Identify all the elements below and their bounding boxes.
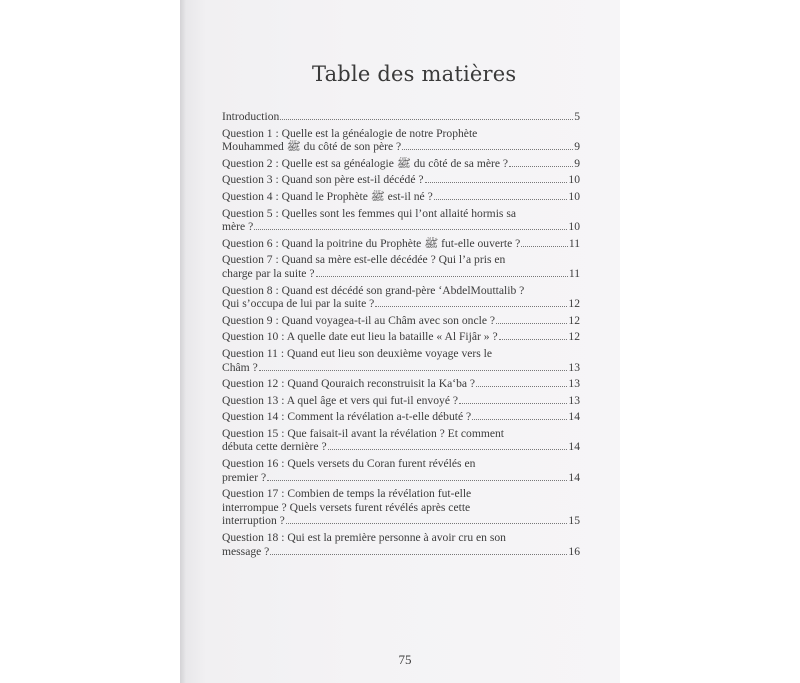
toc-page-number: 11 [568, 266, 580, 280]
toc-entry [222, 190, 580, 204]
toc-entry [222, 410, 580, 424]
toc-entry-text: Question 17 : Combien de temps la révélation fut-elle [222, 487, 472, 501]
toc-entry-text: interruption ? [222, 514, 285, 528]
toc-page-number: 12 [568, 297, 580, 311]
toc-entry [222, 394, 580, 408]
dot-leader [499, 339, 568, 340]
toc-page-number: 11 [568, 236, 580, 250]
dot-leader [402, 149, 573, 150]
toc-entry [222, 457, 580, 484]
toc-entry [222, 253, 580, 280]
page-gutter-shadow [180, 0, 186, 683]
toc-page-number: 10 [568, 173, 580, 187]
dot-leader [280, 119, 573, 120]
toc-entry [222, 207, 580, 234]
dot-leader [270, 554, 567, 555]
toc-entry-text: Mouhammed ﷺ du côté de son père ? [222, 140, 402, 154]
toc-entry-text: Question 11 : Quand eut lieu son deuxième voyage vers le [222, 346, 493, 360]
toc-entry-text: Question 10 : A quelle date eut lieu la bataille « Al Fijâr » ? [222, 330, 498, 344]
toc-entry-text: charge par la suite ? [222, 266, 315, 280]
dot-leader [472, 419, 567, 420]
dot-leader [521, 246, 568, 247]
toc-entry-text: Châm ? [222, 360, 258, 374]
toc-page-number: 14 [568, 410, 580, 424]
table-of-contents [222, 110, 580, 561]
dot-leader [496, 323, 567, 324]
toc-entry-text: Question 9 : Quand voyagea-t-il au Châm avec son oncle ? [222, 313, 496, 327]
toc-entry-text: Qui s’occupa de lui par la suite ? [222, 297, 375, 311]
toc-page-number: 13 [568, 377, 580, 391]
dot-leader [434, 199, 568, 200]
dot-leader [375, 306, 567, 307]
toc-entry-text: débuta cette dernière ? [222, 440, 327, 454]
toc-entry-text: Question 13 : A quel âge et vers qui fut-il envoyé ? [222, 393, 459, 407]
toc-page-number: 9 [574, 140, 580, 154]
toc-entry-text: Question 12 : Quand Qouraich reconstruisit la Ka‘ba ? [222, 377, 476, 391]
toc-page-number: 14 [568, 440, 580, 454]
toc-entry [222, 284, 580, 311]
toc-entry [222, 157, 580, 171]
dot-leader [459, 403, 567, 404]
toc-entry-text: Question 5 : Quelles sont les femmes qui l’ont allaité hormis sa [222, 206, 516, 220]
toc-entry-text: Question 4 : Quand le Prophète ﷺ est-il né ? [222, 189, 433, 203]
dot-leader [254, 229, 567, 230]
toc-entry [222, 127, 580, 154]
toc-entry-text: Question 18 : Qui est la première personne à avoir cru en son [222, 531, 506, 545]
toc-page-number: 13 [568, 393, 580, 407]
toc-page-number: 12 [568, 313, 580, 327]
page-number: 75 [398, 652, 412, 667]
toc-entry-text: Question 15 : Que faisait-il avant la révélation ? Et comment [222, 426, 505, 440]
toc-page-number: 14 [568, 470, 580, 484]
toc-page-number: 10 [568, 189, 580, 203]
toc-entry-text: premier ? [222, 470, 267, 484]
toc-page-number: 12 [568, 330, 580, 344]
toc-entry [222, 314, 580, 328]
toc-entry [222, 487, 580, 528]
toc-page-number: 16 [568, 544, 580, 558]
dot-leader [425, 182, 568, 183]
toc-entry-text: Question 16 : Quels versets du Coran furent révélés en [222, 457, 476, 471]
dot-leader [316, 276, 568, 277]
toc-page-number: 9 [574, 156, 580, 170]
toc-entry-text: mère ? [222, 220, 254, 234]
toc-entry [222, 237, 580, 251]
dot-leader [509, 166, 573, 167]
dot-leader [286, 523, 568, 524]
toc-entry-text: interrompue ? Quels versets furent révélés après cette [222, 500, 471, 514]
toc-entry-text: Question 3 : Quand son père est-il décédé ? [222, 173, 424, 187]
toc-entry [222, 531, 580, 558]
toc-entry [222, 110, 580, 124]
toc-entry-text: Question 8 : Quand est décédé son grand-père ‘AbdelMouttalib ? [222, 283, 525, 297]
toc-entry [222, 427, 580, 454]
toc-entry-text: Question 6 : Quand la poitrine du Prophète ﷺ fut-elle ouverte ? [222, 236, 521, 250]
toc-page-number: 10 [568, 220, 580, 234]
page-title: Table des matières [312, 62, 517, 86]
dot-leader [259, 370, 568, 371]
toc-entry [222, 377, 580, 391]
dot-leader [267, 480, 567, 481]
toc-page-number: 13 [568, 360, 580, 374]
toc-entry-text: Question 7 : Quand sa mère est-elle décédée ? Qui l’a pris en [222, 253, 506, 267]
toc-entry-text: Introduction [222, 110, 280, 123]
dot-leader [328, 449, 568, 450]
toc-entry [222, 330, 580, 344]
toc-entry-text: Question 1 : Quelle est la généalogie de notre Prophète [222, 126, 478, 140]
toc-entry-text: Question 14 : Comment la révélation a-t-elle débuté ? [222, 410, 472, 424]
toc-page-number: 15 [568, 514, 580, 528]
toc-entry [222, 347, 580, 374]
toc-entry [222, 173, 580, 187]
toc-entry-text: message ? [222, 544, 270, 558]
toc-entry-text: Question 2 : Quelle est sa généalogie ﷺ du côté de sa mère ? [222, 156, 509, 170]
toc-page-number: 5 [574, 110, 580, 123]
dot-leader [476, 386, 567, 387]
